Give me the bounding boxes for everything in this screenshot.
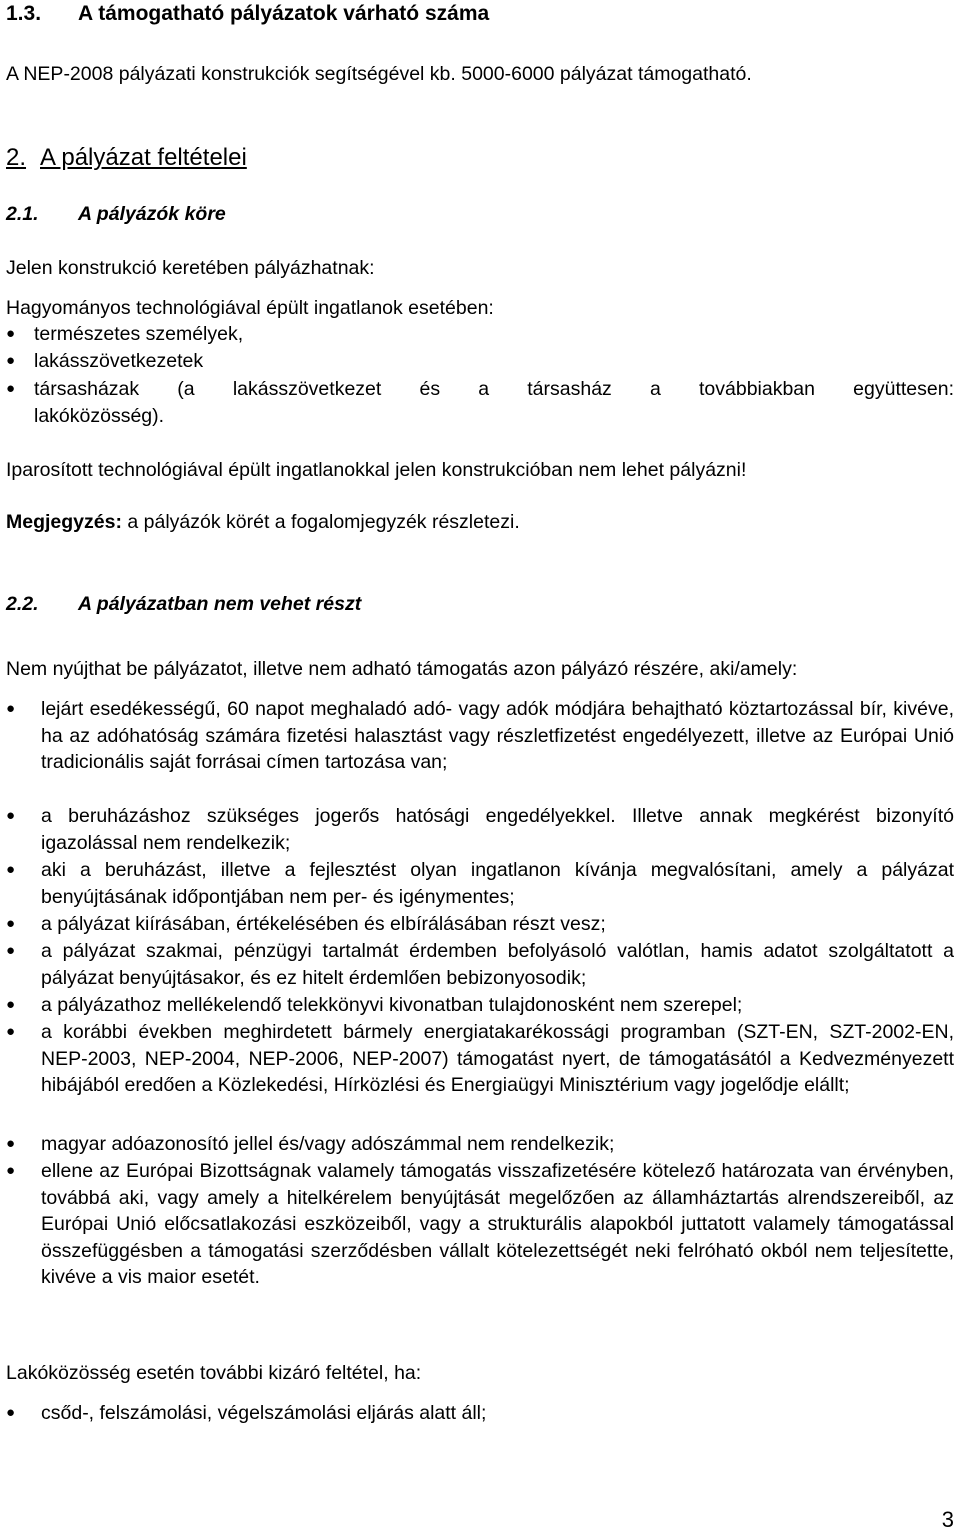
section-1-3-text: A NEP-2008 pályázati konstrukciók segítségével kb. 5000-6000 pályázat támogatható. xyxy=(6,63,752,85)
bullet-icon: ● xyxy=(6,942,16,959)
community-extra-condition: Lakóközösség esetén további kizáró feltétel, ha: xyxy=(6,1362,422,1384)
remark-label: Megjegyzés: xyxy=(6,511,122,533)
section-2-1-number: 2.1. xyxy=(6,203,39,225)
bullet-icon: ● xyxy=(6,380,16,397)
bullet-icon: ● xyxy=(6,807,16,824)
section-2-2-heading xyxy=(6,592,361,616)
remark xyxy=(6,510,520,534)
section-2-2-number: 2.2. xyxy=(6,593,39,615)
bullet-icon: ● xyxy=(6,1404,16,1421)
section-2-2-title: A pályázatban nem vehet részt xyxy=(78,593,362,615)
bullet-icon: ● xyxy=(6,1023,16,1040)
section-2-1-heading xyxy=(6,202,226,226)
section-2-title: A pályázat feltételei xyxy=(40,144,247,171)
remark-text: a pályázók körét a fogalomjegyzék részletezi. xyxy=(121,511,520,533)
document-page: 1.3. A támogatható pályázatok várható száma A NEP-2008 pályázati konstrukciók segítségével kb. 5000-6000 pályázat támogatható. 2. A pályázat feltételei 2.1. A pályázók köre Jelen konstrukció keretében pályázhatnak: Hagyományos technológiával épült ingatlanok esetében: ● természetes személyek, ● lakásszövetkezetek ● társasházak (a lakásszövetkezet és a társasház a továbbiakban együttesen: lakóközösség). Iparosított technológiával épült ingatlanokkal jelen konstrukcióban nem lehet pályázni! Megjegyzés: a pályázók körét a fogalomjegyzék részletezi. 2.2. A pályázatban nem vehet részt Nem nyújthat be pályázatot, illetve nem adható támogatás azon pályázó részére, aki/amely: ● lejárt esedékességű, 60 napot meghaladó adó- vagy adók módjára behajtható köztartozással bír, kivéve, ha az adóhatóság számára fizetési halasztást vagy részletfizetést engedélyezett, illetve az Európai Unió tradicionális saját forrásai címen tartozása van; ● a beruházáshoz szükséges jogerős hatósági engedélyekkel. Illetve annak megkérést bizonyító igazolással nem rendelkezik; ● aki a beruházást, illetve a fejlesztést olyan ingatlanon kívánja megvalósítani, amely a pályázat benyújtásának időpontjában nem per- és igénymentes; ● a pályázat kiírásában, értékelésében és elbírálásában részt vesz; ● a pályázat szakmai, pénzügyi tartalmát érdemben befolyásoló valótlan, hamis adatot szolgáltatott a pályázat benyújtásakor, és ez hitelt érdemlően bebizonyosodik; ● a pályázathoz mellékelendő telekkönyvi kivonatban tulajdonosként nem szerepel; ● a korábbi években meghirdetett bármely energiatakarékossági programban (SZT-EN, SZT-2002-EN, NEP-2003, NEP-2004, NEP-2006, NEP-2007) támogatást nyert, de támogatásától a Kedvezményezett hibájából eredően a Közlekedési, Hírközlési és Energiaügyi Minisztérium vagy jogelődje elállt; ● magyar adóazonosító jellel és/vagy adószámmal nem rendelkezik; ● ellene az Európai Bizottságnak valamely támogatás visszafizetésére kötelező határozata van érvényben, továbbá aki, vagy amely a hitelkérelem benyújtását megelőzően az államháztartás alrendszereiből, az Európai Unió előcsatlakozási eszközeiből, vagy a strukturális alapokból juttatott valamely támogatással összefüggésben a támogatási szerződésben vállalt kötelezettségét neki felróható okból nem teljesítette, kivéve a vis maior esetét. Lakóközösség esetén további kizáró feltétel, ha: ● csőd-, felszámolási, végelszámolási eljárás alatt áll; 3 xyxy=(6,2,954,1532)
bullet-icon: ● xyxy=(6,325,16,342)
bullet-icon: ● xyxy=(6,1162,16,1179)
section-2-1-intro: Jelen konstrukció keretében pályázhatnak: xyxy=(6,257,375,279)
bullet-icon: ● xyxy=(6,352,16,369)
section-2-1-industrial-note: Iparosított technológiával épült ingatlanokkal jelen konstrukcióban nem lehet pályázni! xyxy=(6,459,747,481)
section-1-3-title: A támogatható pályázatok várható száma xyxy=(78,2,490,25)
section-2-number: 2. xyxy=(6,144,27,171)
bullet-icon: ● xyxy=(6,1135,16,1152)
section-2-heading xyxy=(6,146,247,170)
section-2-1-traditional: Hagyományos technológiával épült ingatlanok esetében: xyxy=(6,297,494,319)
section-1-3-heading xyxy=(6,2,489,26)
bullet-icon: ● xyxy=(6,996,16,1013)
page-number: 3 xyxy=(941,1507,954,1532)
section-2-1-title: A pályázók köre xyxy=(78,203,226,225)
bullet-icon: ● xyxy=(6,915,16,932)
section-2-2-intro: Nem nyújthat be pályázatot, illetve nem adható támogatás azon pályázó részére, aki/amely: xyxy=(6,658,798,680)
section-1-3-number: 1.3. xyxy=(6,2,42,25)
bullet-icon: ● xyxy=(6,861,16,878)
bullet-icon: ● xyxy=(6,700,16,717)
